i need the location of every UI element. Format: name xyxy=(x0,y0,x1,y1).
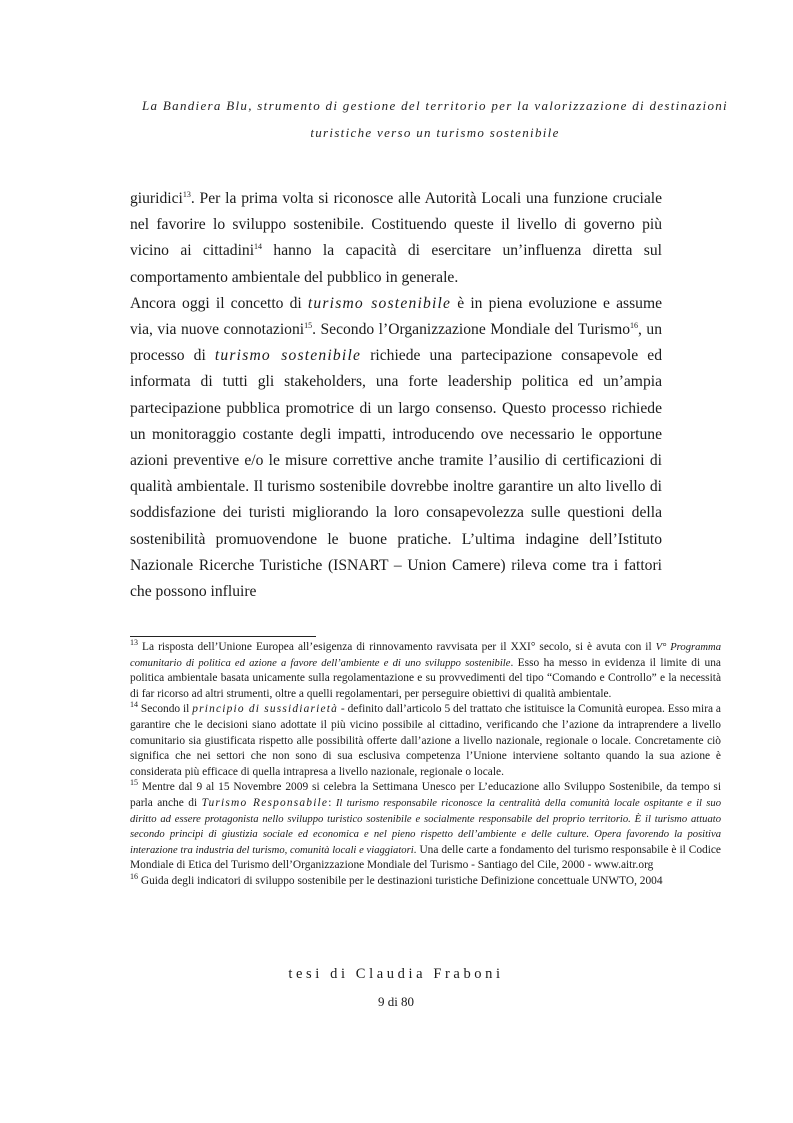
footnote-separator xyxy=(130,636,316,637)
text-run: è in piena evoluzione e assume via, via nuove connotazioni xyxy=(130,294,662,339)
footnote-ref: 16 xyxy=(630,320,639,330)
text-run: Ancora oggi il concetto di xyxy=(130,294,308,312)
header-line-1: La Bandiera Blu, strumento di gestione del territorio per la valorizzazione di destinazioni xyxy=(142,98,728,113)
footnote-number: 14 xyxy=(130,700,138,710)
emphasis: principio di sussidiarietà xyxy=(192,703,339,716)
footnote-ref: 15 xyxy=(304,320,313,330)
footnote-number: 15 xyxy=(130,778,138,788)
text-run: . Una delle carte a fondamento del turismo responsabile è il Codice Mondiale di Etica del Turismo dell’Organizzazione Mondiale del Turismo - Santiago del Cile, 2000 - www.aitr.org xyxy=(130,843,721,872)
text-run: Mentre dal 9 al 15 Novembre 2009 si celebra la Settimana Unesco per L’educazione allo Sviluppo Sostenibile, da tempo si parla anche di xyxy=(130,781,721,809)
text-run: : xyxy=(328,796,336,809)
text-run: . Secondo l’Organizzazione Mondiale del Turismo xyxy=(312,321,631,339)
body-text xyxy=(130,186,662,605)
footnote-15 xyxy=(130,780,721,874)
footnote-ref: 13 xyxy=(182,189,191,199)
text-run: Secondo il xyxy=(138,703,193,716)
paragraph-1 xyxy=(130,186,662,291)
emphasis: turismo sostenibile xyxy=(214,347,362,365)
header-line-2: turistiche verso un turismo sostenibile xyxy=(310,125,560,140)
footer-author: tesi di Claudia Fraboni xyxy=(288,966,504,982)
text-run: richiede una partecipazione consapevole ed informata di tutti gli stakeholders, una forte leadership politica ed un’ampia partecipazione pubblica promotrice di un largo consenso. Questo processo richiede un monitoraggio costante degli impatti, introducendo ove necessario le opportune azioni preventive e/o le misure correttive anche tramite l’ausilio di certificazioni di qualità ambientale. Il turismo sostenibile dovrebbe inoltre garantire un alto livello di soddisfazione dei turisti migliorando la loro consapevolezza sulle questioni della sostenibilità promuovendone le buone pratiche. L’ultima indagine dell’Istituto Nazionale Ricerche Turistiche (ISNART – Union Camere) rileva come tra i fattori che possono influire xyxy=(130,347,662,601)
footnote-14 xyxy=(130,702,721,780)
page-number: 9 di 80 xyxy=(377,994,415,1009)
paragraph-2 xyxy=(130,291,662,605)
emphasis: Turismo Responsabile xyxy=(201,796,329,809)
footnote-number: 16 xyxy=(130,872,138,882)
footnote-number: 13 xyxy=(130,638,138,648)
footnote-ref: 14 xyxy=(254,242,263,252)
text-run: hanno la capacità di esercitare un’influenza diretta sul comportamento ambientale del pubblico in generale. xyxy=(130,242,662,286)
footnotes xyxy=(130,640,721,890)
emphasis: turismo sostenibile xyxy=(307,294,452,312)
emphasis: V° Programma comunitario di politica ed azione a favore dell’ambiente e di uno sviluppo sostenibile xyxy=(130,642,722,669)
footnote-16 xyxy=(130,874,721,890)
text-run: Guida degli indicatori di sviluppo sostenibile per le destinazioni turistiche Definizione concettuale UNWTO, 2004 xyxy=(138,874,663,887)
text-run: giuridici xyxy=(130,190,183,207)
footnote-13 xyxy=(130,640,721,702)
text-run: . Per la prima volta si riconosce alle Autorità Locali una funzione cruciale nel favorire lo sviluppo sostenibile. Costituendo queste il livello di governo più vicino ai cittadini xyxy=(130,190,662,260)
emphasis: Il turismo responsabile riconosce la centralità della comunità locale ospitante e il suo diritto ad essere protagonista nello sviluppo turistico sostenibile e socialmente responsabile del proprio territorio. È il turismo attuato secondo principi di giustizia sociale ed economica e nel pieno rispetto dell’ambiente e delle culture. Opera favorendo la positiva interazione tra industria del turismo, comunità locali e viaggiatori xyxy=(130,797,721,856)
running-header xyxy=(130,92,740,146)
text-run: . Esso ha messo in evidenza il limite di una politica ambientale basata unicamente sulla regolamentazione e su provvedimenti del tipo “Comando e Controllo” e la necessità di far ricorso ad altri strumenti, oltre a quelli regolamentari, per perseguire obiettivi di qualità ambientale. xyxy=(130,656,721,700)
text-run: , un processo di xyxy=(130,321,663,365)
text-run: La risposta dell’Unione Europea all’esigenza di rinnovamento ravvisata per il XXI° secolo, si è avuta con il xyxy=(138,641,656,653)
text-run: - definito dall’articolo 5 del trattato che istituisce la Comunità europea. Esso mira a garantire che le decisioni siano adottate il più vicino possibile al cittadino, verificando che l’azione da intraprendere a livello comunitario sia giustificata rispetto alle possibilità offerte dall’azione a livello nazionale, regionale o locale. Concretamente ciò significa che nei settori che non sono di sua esclusiva competenza l’Unione interviene soltanto quando la sua azione è considerata più efficace di quella intrapresa a livello nazionale, regionale o locale. xyxy=(130,703,721,778)
